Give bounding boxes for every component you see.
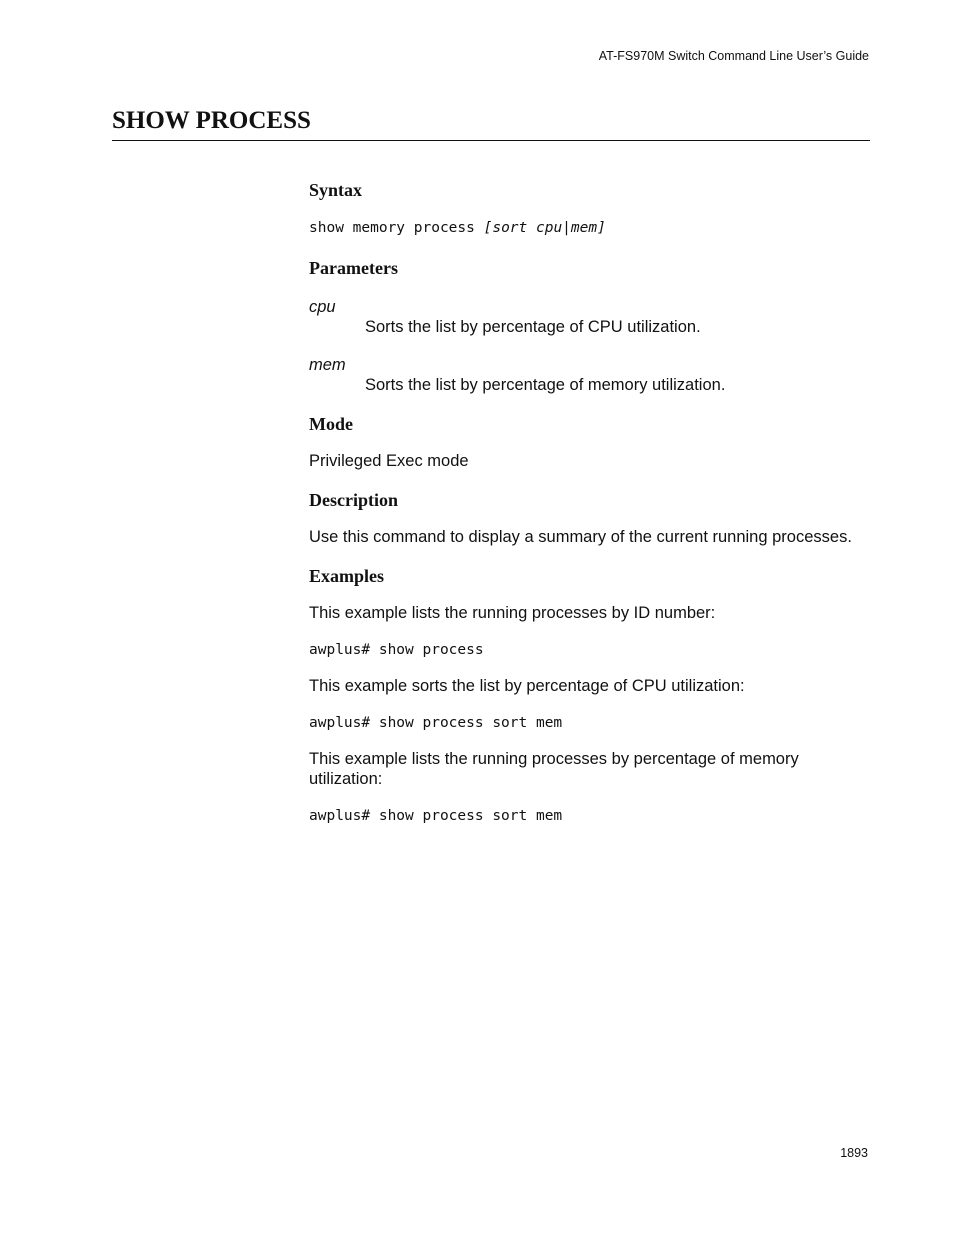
example-command: awplus# show process sort mem [309, 715, 563, 731]
example-command: awplus# show process [309, 642, 484, 658]
parameter-name: mem [309, 356, 346, 374]
parameter-cpu [309, 297, 879, 337]
parameters-heading: Parameters [309, 258, 398, 278]
title-rule [112, 140, 870, 141]
content [309, 179, 879, 825]
parameter-description: Sorts the list by percentage of CPU utilization. [365, 318, 701, 336]
page-title: SHOW PROCESS [112, 107, 311, 134]
parameter-description: Sorts the list by percentage of memory utilization. [365, 376, 726, 394]
syntax-line [309, 219, 879, 237]
mode-text: Privileged Exec mode [309, 452, 469, 470]
syntax-args: [sort cpu|mem] [483, 220, 606, 236]
parameter-name: cpu [309, 298, 336, 316]
syntax-heading: Syntax [309, 180, 363, 200]
example-text: This example lists the running processes by ID number: [309, 604, 716, 622]
example-text: This example lists the running processes by percentage of memory utilization: [309, 750, 799, 788]
parameter-mem [309, 355, 879, 395]
page-number: 1893 [840, 1146, 868, 1160]
examples-heading: Examples [309, 566, 385, 586]
title-block [112, 106, 870, 141]
description-text: Use this command to display a summary of the current running processes. [309, 528, 852, 546]
example-command: awplus# show process sort mem [309, 808, 563, 824]
example-text: This example sorts the list by percentage of CPU utilization: [309, 677, 745, 695]
mode-heading: Mode [309, 414, 353, 434]
syntax-command: show memory process [309, 220, 475, 236]
running-header: AT-FS970M Switch Command Line User’s Guide [598, 49, 869, 63]
description-heading: Description [309, 490, 398, 510]
